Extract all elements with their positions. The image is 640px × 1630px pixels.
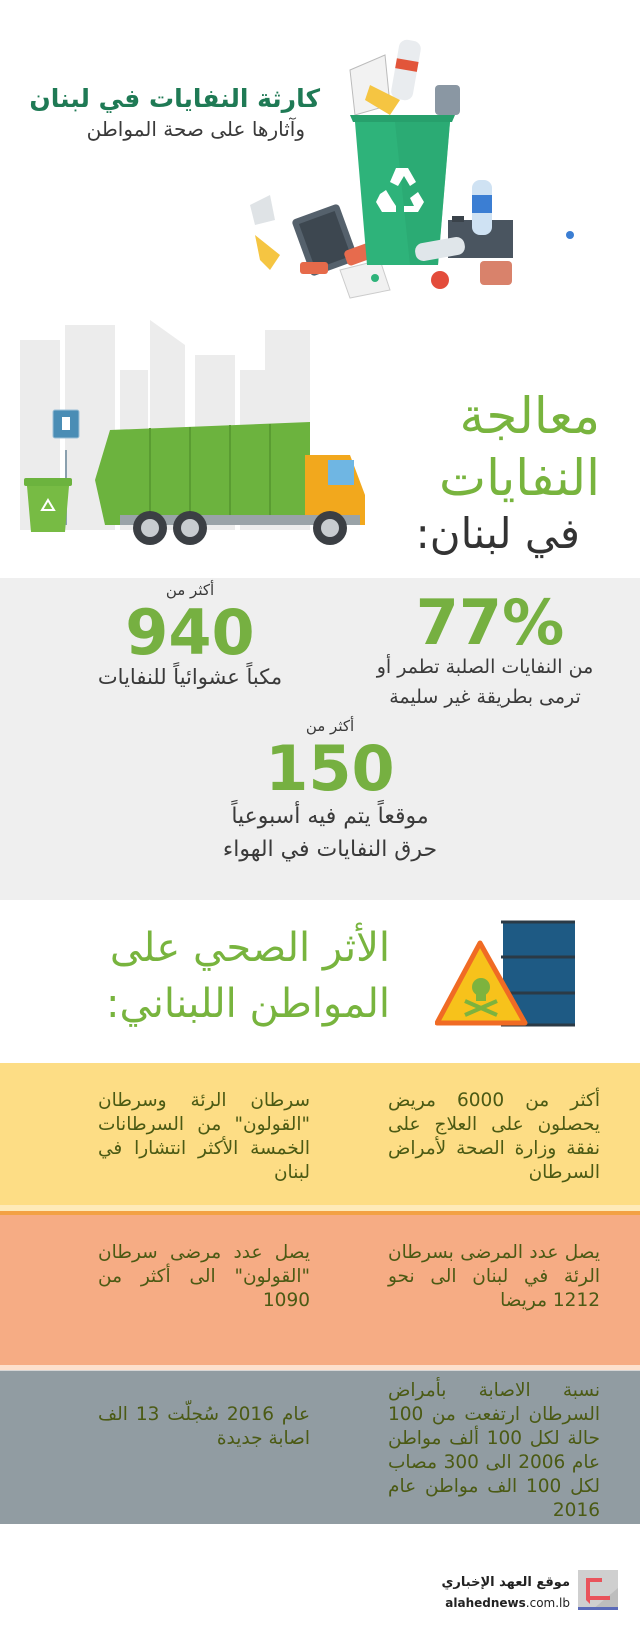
stat-150-label bbox=[190, 800, 470, 866]
fact-band-gray bbox=[0, 1371, 640, 1524]
fact-lung-cancer-1212: يصل عدد المرضى بسرطان الرئة في لبنان الى نحو 1212 مريضا bbox=[388, 1242, 600, 1311]
health-title bbox=[40, 920, 390, 1032]
stat-940-prefix: أكثر من bbox=[165, 581, 215, 599]
garbage-truck-illustration bbox=[10, 310, 390, 555]
site-name: موقع العهد الإخباري bbox=[441, 1575, 570, 1590]
site-url[interactable] bbox=[430, 1596, 570, 1610]
page-subtitle: وآثارها على صحة المواطن bbox=[86, 117, 305, 141]
health-title-line1: الأثر الصحي على bbox=[109, 925, 390, 971]
site-url-bold: alahednews bbox=[445, 1596, 526, 1610]
recycling-bin-trash-illustration bbox=[240, 30, 580, 310]
fact-band-salmon bbox=[0, 1215, 640, 1365]
treatment-title-line2: النفايات bbox=[439, 449, 600, 507]
stat-77-value: 77% bbox=[415, 586, 565, 659]
toxic-barrel-warning-icon bbox=[435, 915, 575, 1030]
treatment-title-line1: معالجة bbox=[459, 387, 600, 445]
fact-common-cancers: سرطان الرئة وسرطان "القولون" من السرطانات الخمسة الأكثر انتشارا في لبنان bbox=[98, 1090, 310, 1183]
stat-940-value: 940 bbox=[125, 596, 255, 669]
stat-77-label-line1: من النفايات الصلبة تطمر أو bbox=[376, 656, 594, 678]
stat-150-value: 150 bbox=[265, 732, 395, 805]
fact-band-yellow bbox=[0, 1063, 640, 1205]
stats-panel bbox=[0, 578, 640, 900]
alahed-logo-icon bbox=[578, 1570, 618, 1610]
fact-incidence-rate: نسبة الاصابة بأمراض السرطان ارتفعت من 100 حالة لكل 100 ألف مواطن عام 2006 الى 300 مصاب لكل 100 الف مواطن عام 2016 bbox=[388, 1380, 601, 1521]
fact-colon-cancer-1090: يصل عدد مرضى سرطان "القولون" الى أكثر من 1090 bbox=[98, 1242, 310, 1311]
stat-77-label-line2: ترمى بطريقة غير سليمة bbox=[389, 686, 581, 708]
stat-77-label bbox=[360, 652, 610, 712]
stat-940-label: مكباً عشوائياً للنفايات bbox=[97, 665, 283, 689]
page-title: كارثة النفايات في لبنان bbox=[29, 84, 320, 113]
fact-patients-6000: أكثر من 6000 مريض يحصلون على العلاج على نفقة وزارة الصحة لأمراض السرطان bbox=[388, 1090, 600, 1183]
treatment-title bbox=[370, 385, 600, 509]
stat-150-prefix: أكثر من bbox=[305, 717, 355, 735]
health-title-line2: المواطن اللبناني: bbox=[105, 981, 390, 1027]
stat-150-label-line2: حرق النفايات في الهواء bbox=[222, 837, 438, 862]
site-url-rest: .com.lb bbox=[525, 1596, 570, 1610]
treatment-subtitle: في لبنان: bbox=[415, 509, 580, 558]
fact-new-cases-2016: عام 2016 سُجلّت 13 الف اصابة جديدة bbox=[98, 1404, 311, 1449]
stat-150-label-line1: موقعاً يتم فيه أسبوعياً bbox=[231, 804, 429, 829]
